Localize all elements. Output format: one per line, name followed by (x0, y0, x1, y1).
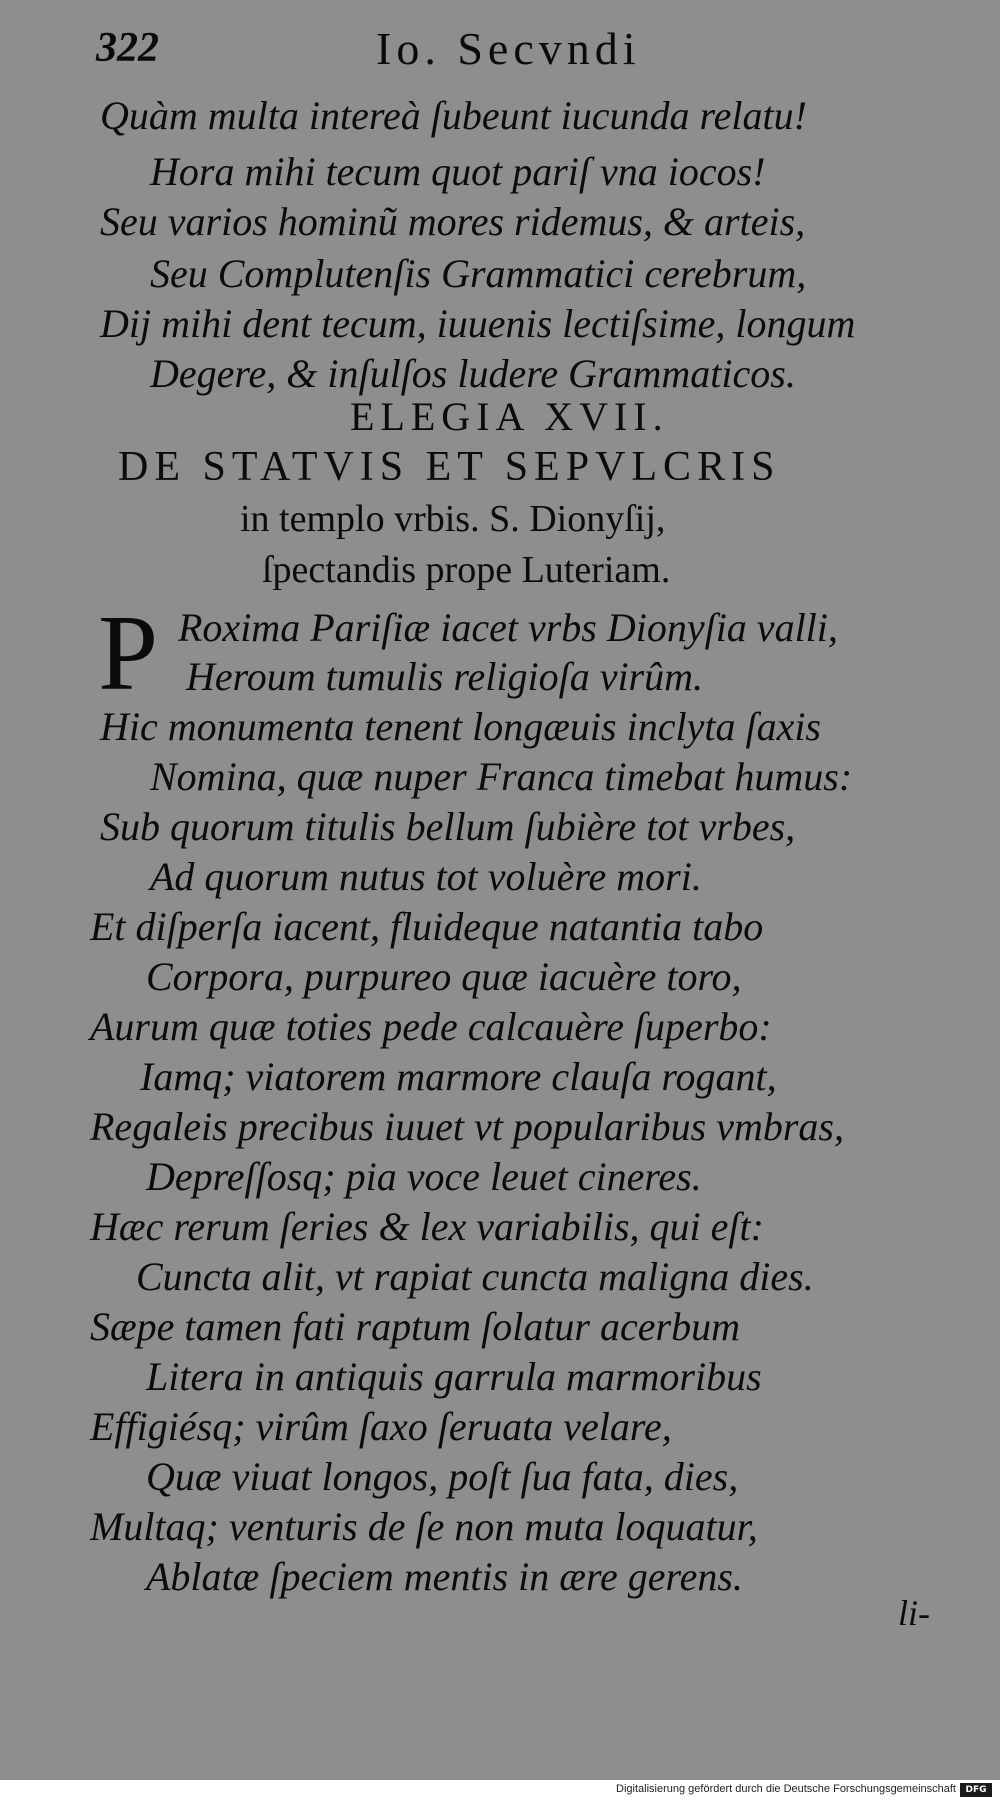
verse-line: Hora mihi tecum quot pariſ vna iocos! (150, 149, 766, 194)
elegy-subtitle: in templo vrbis. S. Dionyſij, (240, 498, 666, 540)
verse-line: Quàm multa intereà ſubeunt iucunda relatu! (100, 93, 807, 138)
elegy-subtitle: ſpectandis prope Luteriam. (262, 549, 671, 591)
verse-line: Cuncta alit, vt rapiat cuncta maligna dies. (136, 1254, 814, 1299)
verse-line: Corpora, purpureo quæ iacuère toro, (146, 954, 742, 999)
verse-line: Degere, & inſulſos ludere Grammaticos. (150, 351, 796, 396)
verse-line: Ablatæ ſpeciem mentis in ære gerens. (146, 1554, 743, 1599)
verse-line: Hæc rerum ſeries & lex variabilis, qui eſt: (90, 1204, 764, 1249)
verse-line: Heroum tumulis religioſa virûm. (186, 654, 704, 699)
digitization-footer (0, 1780, 1000, 1801)
verse-line: Et diſperſa iacent, fluideque natantia tabo (90, 904, 764, 949)
verse-line: Ad quorum nutus tot voluère mori. (150, 854, 702, 899)
verse-line: Regaleis precibus iuuet vt popularibus vmbras, (90, 1104, 844, 1149)
verse-line: Sæpe tamen fati raptum ſolatur acerbum (90, 1304, 740, 1349)
verse-line: Quæ viuat longos, poſt ſua fata, dies, (146, 1454, 739, 1499)
dfg-logo-icon: DFG (960, 1783, 992, 1797)
verse-line: Roxima Pariſiæ iacet vrbs Dionyſia valli, (178, 605, 838, 650)
elegy-number: ELEGIA XVII. (350, 394, 669, 439)
verse-line: Multaq; venturis de ſe non muta loquatur, (90, 1504, 758, 1549)
verse-line: Depreſſosq; pia voce leuet cineres. (146, 1154, 702, 1199)
verse-line: Seu Complutenſis Grammatici cerebrum, (150, 251, 807, 296)
verse-line: Litera in antiquis garrula marmoribus (146, 1354, 762, 1399)
verse-line: Nomina, quæ nuper Franca timebat humus: (150, 754, 853, 799)
running-title: Io. Secvndi (376, 23, 641, 74)
verse-line: Effigiésq; virûm ſaxo ſeruata velare, (90, 1404, 672, 1449)
drop-cap: P (98, 594, 159, 713)
running-head (96, 22, 940, 82)
funding-credit: Digitalisierung gefördert durch die Deutsche Forschungsgemeinschaft (616, 1783, 956, 1795)
elegy-title: DE STATVIS ET SEPVLCRIS (118, 444, 781, 490)
verse-line: Aurum quæ toties pede calcauère ſuperbo: (90, 1004, 772, 1049)
verse-line: Iamq; viatorem marmore clauſa rogant, (140, 1054, 777, 1099)
verse-line: Sub quorum titulis bellum ſubière tot vrbes, (100, 804, 796, 849)
catchword: li- (898, 1593, 930, 1633)
page-number: 322 (96, 25, 159, 71)
verse-line: Dij mihi dent tecum, iuuenis lectiſsime, longum (100, 301, 856, 346)
verse-line: Seu varios hominũ mores ridemus, & arteis, (100, 199, 806, 244)
verse-line: Hic monumenta tenent longæuis inclyta ſaxis (100, 704, 821, 749)
